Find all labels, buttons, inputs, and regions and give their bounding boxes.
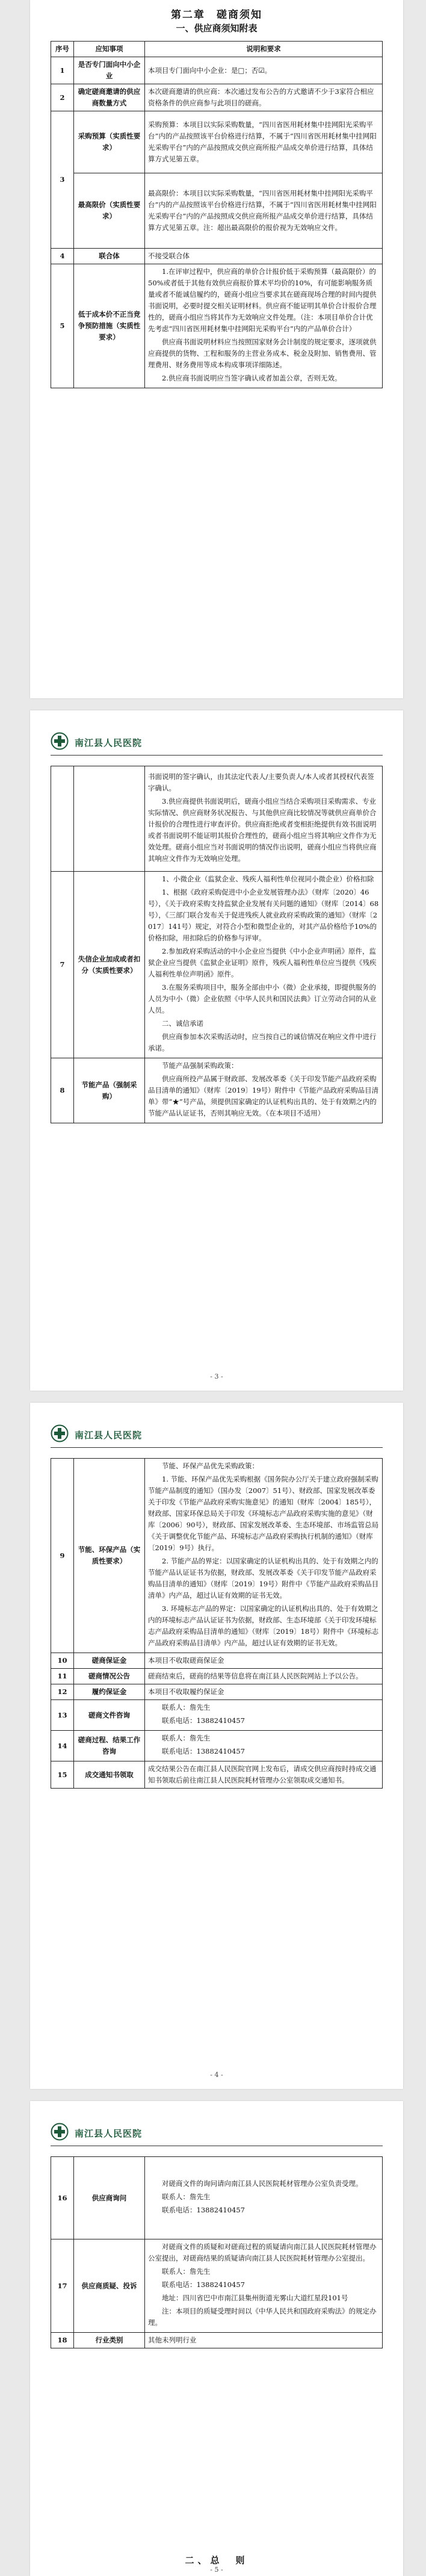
- contact-phone: 联系电话：13882410457: [162, 2206, 245, 2214]
- row-no: 3: [51, 111, 74, 249]
- paragraph: 3.在服务采购项目中，服务全部由中小（微）企业承接，即提供服务的人员为中小（微）企业依照《中华人民共和国民法典》订立劳动合同的从业人员。: [148, 983, 377, 1014]
- paragraph: 对磋商文件的询问请向南江县人民医院耗材管理办公室负责受理。: [162, 2179, 363, 2188]
- notice-table-part-4: [51, 2156, 383, 2348]
- row-desc: [145, 1459, 383, 1653]
- table-row: [51, 1058, 383, 1123]
- paragraph: 节能产品强制采购政策：: [162, 1061, 238, 1070]
- row-desc: [145, 264, 383, 388]
- section-title: 一、供应商须知附表: [176, 23, 258, 34]
- row-no: 14: [51, 1731, 74, 1761]
- page-4: [30, 2101, 403, 2576]
- paragraph: 3. 环境标志产品的界定：以国家确定的认证机构出具的、处于有效期之内的环境标志产品认证证书为依据，财政部、生态环境部《关于印发环境标志产品政府采购品目清单的通知》（财库〔2019〕18号）附件中《环境标志产品政府采购品目清单》内产品，超过认证有效期的证书无效。: [148, 1604, 379, 1647]
- paragraph: 2.供应商书面说明应当签字确认或者加盖公章，否则无效。: [162, 374, 342, 382]
- row-item: 是否专门面向中小企业: [74, 57, 145, 84]
- paragraph: 对磋商文件的质疑和对磋商过程的质疑请向南江县人民医院耗材管理办公室提出，对磋商结果的质疑请向南江县人民医院耗材管理办公室提出。: [148, 2242, 377, 2262]
- page-number: - 5 -: [210, 2566, 223, 2574]
- page-1: [30, 0, 403, 698]
- contact-phone: 联系电话：13882410457: [162, 2280, 245, 2289]
- row-desc: 采购预算：本项目以实际采购数量，“四川省医用耗材集中挂网阳光采购平台”内的产品按照该平台价格进行结算，不属于“四川省医用耗材集中挂网阳光采购平台”内的产品按照成交供应商所报产品成交单价进行结算，具体结算方式见第五章。: [145, 111, 383, 173]
- row-no: 11: [51, 1669, 74, 1684]
- row-no: 18: [51, 2333, 74, 2348]
- row-no: 10: [51, 1653, 74, 1669]
- page-2: [30, 710, 403, 1391]
- row-item: 确定磋商邀请的供应商数量方式: [74, 84, 145, 111]
- row-desc: 本项目不收取磋商保证金: [145, 1653, 383, 1669]
- table-row: [51, 1669, 383, 1684]
- hospital-logo-icon: [51, 2123, 69, 2141]
- table-row: [51, 872, 383, 1058]
- row-desc: 本项目专门面向中小企业：是□；否☑。: [145, 57, 383, 84]
- row-desc: 不接受联合体: [145, 249, 383, 264]
- contact-person: 联系人：詹先生: [162, 2193, 211, 2201]
- contact-phone: 联系电话：13882410457: [162, 1747, 245, 1755]
- page-number: - 4 -: [210, 2071, 223, 2079]
- table-header-row: [51, 42, 383, 57]
- row-item: 磋商过程、结果工作咨询: [74, 1731, 145, 1761]
- table-row: [51, 111, 383, 173]
- row-desc: [145, 1731, 383, 1761]
- contact-person: 联系人：詹先生: [162, 1734, 211, 1742]
- paragraph: 1. 节能、环保产品优先采购根据《国务院办公厅关于建立政府强制采购节能产品制度的通知》（国办发〔2007〕51号）、财政部、国家发展改革委关于印发《节能产品政府采购实施意见》的通知（财库〔2004〕185号），财政部、国家环保总局关于印发《环境标志产品政府采购实施的意见》（财库〔2006〕90号），财政部、国家发展改革委、生态环境部、市场监管总局《关于调整优化节能产品、环境标志产品政府采购执行机制的通知》（财库〔2019〕9号）执行。: [148, 1475, 379, 1552]
- next-section-title: 二、总 则: [185, 2555, 248, 2566]
- table-row: [51, 249, 383, 264]
- row-item: 节能、环保产品（实质性要求）: [74, 1459, 145, 1653]
- contact-person: 联系人：詹先生: [162, 1703, 211, 1712]
- notice-table-part-3: [51, 1458, 383, 1789]
- page-header: [51, 2120, 383, 2146]
- table-row: [51, 2157, 383, 2239]
- notice-table-part-1: [51, 41, 383, 388]
- row-no: 4: [51, 249, 74, 264]
- page-number: - 3 -: [210, 1373, 223, 1380]
- row-item: 节能产品（强制采购）: [74, 1058, 145, 1123]
- page-3: [30, 1403, 403, 2089]
- row-item: 磋商文件咨询: [74, 1700, 145, 1731]
- col-item-header: 应知事项: [74, 42, 145, 57]
- table-row: [51, 1700, 383, 1731]
- row-no: 12: [51, 1684, 74, 1700]
- col-no-header: 序号: [51, 42, 74, 57]
- row-desc: 成交结果公告在南江县人民医院官网上发布后，请成交供应商按时持成交通知书领取后前往南江县人民医院耗材管理办公室领取成交通知书。: [145, 1761, 383, 1789]
- paragraph: 供应商参加本次采购活动时，应当按自己的诚信情况在响应文件中进行承诺。: [148, 1032, 377, 1052]
- row-item: 低于成本价不正当竞争预防措施（实质性要求）: [74, 264, 145, 388]
- row-item: 供应商质疑、投诉: [74, 2239, 145, 2333]
- paragraph: 节能、环保产品优先采购政策：: [162, 1462, 259, 1470]
- row-item: 采购预算（实质性要求）: [74, 111, 145, 173]
- row-desc: [145, 766, 383, 872]
- paragraph: 供应商书面说明材料应当按照国家财务会计制度的规定要求，逐项就供应商提供的货物、工程和服务的主营业务成本、税金及附加、销售费用、管理费用、财务费用等成本构成事项详细陈述。: [148, 338, 377, 369]
- table-row: [51, 1653, 383, 1669]
- row-item: 磋商保证金: [74, 1653, 145, 1669]
- table-row: [51, 1684, 383, 1700]
- row-desc: [145, 2157, 383, 2239]
- page-header: [51, 730, 383, 756]
- header-hospital-name: 南江县人民医院: [75, 1430, 143, 1441]
- row-item: 失信企业加成或者扣分（实质性要求）: [74, 872, 145, 1058]
- paragraph: 书面说明的签字确认，由其法定代表人/主要负责人/本人或者其授权代表签字确认。: [148, 772, 374, 792]
- paragraph: 供应商所投产品属于财政部、发展改革委《关于印发节能产品政府采购品目清单的通知》（财库〔2019〕19号）附件中《节能产品政府采购品目清单》带“★”号产品，须提供国家确定的认证机构出具的、处于有效期之内的节能产品认证证书，否则其响应无效。（在本项目不适用）: [148, 1075, 379, 1117]
- row-no: 7: [51, 872, 74, 1058]
- chapter-title: 第二章 磋商须知: [171, 9, 262, 21]
- row-no: 5: [51, 264, 74, 388]
- table-row: [51, 1731, 383, 1761]
- table-row: [51, 766, 383, 872]
- row-desc: [145, 2239, 383, 2333]
- notice-table-part-2: [51, 766, 383, 1123]
- paragraph: 1.在评审过程中，供应商的单价合计报价低于采购预算（最高限价）的50%或者低于其他有效供应商报价算术平均价的10%，有可能影响服务质量或者不能诚信履约的，磋商小组应当要求其在磋商现场合理的时间内提供书面说明，必要时提交相关证明材料。供应商不能证明其单价合计报价合理性的，磋商小组应当将其作为无效响应文件处理。（注：本项目单价合计优先考虑“四川省医用耗材集中挂网阳光采购平台”内的产品单价合计）: [148, 267, 377, 333]
- row-desc: [145, 1058, 383, 1123]
- row-no: 17: [51, 2239, 74, 2333]
- row-no: 15: [51, 1761, 74, 1789]
- page-header: [51, 1422, 383, 1448]
- paragraph: 二、诚信承诺: [162, 1019, 203, 1028]
- table-row: [51, 2333, 383, 2348]
- table-row: [51, 57, 383, 84]
- table-row: [51, 84, 383, 111]
- row-no: 1: [51, 57, 74, 84]
- paragraph: 注：本项目的质疑受理时间以《中华人民共和国政府采购法》的规定办理。: [148, 2307, 377, 2327]
- row-item: 磋商情况公告: [74, 1669, 145, 1684]
- row-no: 13: [51, 1700, 74, 1731]
- row-item: 最高限价（实质性要求）: [74, 173, 145, 249]
- row-desc: 本次磋商邀请的供应商：本次通过发布公告的方式邀请不少于3家符合相应资格条件的供应商参与此项目的磋商。: [145, 84, 383, 111]
- row-desc: 最高限价：本项目以实际采购数量，“四川省医用耗材集中挂网阳光采购平台”内的产品按照该平台价格进行结算，不属于“四川省医用耗材集中挂网阳光采购平台”内的产品按照成交供应商所报产品成交单价进行结算，具体结算方式见第五章。注：超出最高限价的报价视为无效响应文件。: [145, 173, 383, 249]
- row-item: 联合体: [74, 249, 145, 264]
- col-desc-header: 说明和要求: [145, 42, 383, 57]
- row-no: 9: [51, 1459, 74, 1653]
- table-row: [51, 264, 383, 388]
- header-hospital-name: 南江县人民医院: [75, 2128, 143, 2139]
- paragraph: 1、小微企业（监狱企业、残疾人福利性单位视同小微企业）价格扣除: [162, 875, 374, 883]
- paragraph: 2.参加政府采购活动的中小企业应当提供《中小企业声明函》原件，监狱企业应当提供《监狱企业证明》原件，残疾人福利性单位应当提供《残疾人福利性单位声明函》原件。: [148, 947, 377, 978]
- contact-address: 地址：四川省巴中市南江县集州街道光雾山大道红星段101号: [162, 2294, 348, 2302]
- row-no: 16: [51, 2157, 74, 2239]
- row-desc: 其他未列明行业: [145, 2333, 383, 2348]
- table-row: [51, 1761, 383, 1789]
- row-no: 8: [51, 1058, 74, 1123]
- row-desc: [145, 872, 383, 1058]
- hospital-logo-icon: [51, 732, 69, 750]
- row-no-cont: [51, 766, 74, 872]
- header-hospital-name: 南江县人民医院: [75, 737, 143, 748]
- row-item: 履约保证金: [74, 1684, 145, 1700]
- row-desc: [145, 1700, 383, 1731]
- contact-phone: 联系电话：13882410457: [162, 1716, 245, 1725]
- paragraph: 1、根据《政府采购促进中小企业发展管理办法》（财库〔2020〕46号），《关于政府采购支持监狱企业发展有关问题的通知》（财库〔2014〕68号），《三部门联合发布关于促进残疾人就业政府采购政策的通知》（财库〔2017〕141号）规定，对符合小型和微型企业的，对其产品价格给予10%的价格扣除，用扣除后的价格参与评审。: [148, 888, 379, 942]
- row-item-cont: [74, 766, 145, 872]
- paragraph: 3.供应商提供书面说明后，磋商小组应当结合采购项目采购需求、专业实际情况、供应商财务状况报告、与其他供应商比较情况等就供应商单价合计报价的合理性进行审查评价。供应商拒绝或者变相拒绝提供有效书面说明或者书面说明不能证明其报价合理性的，磋商小组应当将其响应文件作为无效处理。磋商小组应当对书面说明的情况作出说明，磋商小组应当将供应商其响应文件作为无效响应处理。: [148, 797, 377, 863]
- row-desc: 本项目不收取履约保证金: [145, 1684, 383, 1700]
- table-row: [51, 2239, 383, 2333]
- row-item: 成交通知书领取: [74, 1761, 145, 1789]
- row-item: 行业类别: [74, 2333, 145, 2348]
- contact-person: 联系人：詹先生: [162, 2267, 211, 2276]
- row-desc: 磋商结束后，磋商的结果等信息将在南江县人民医院网站上予以公告。: [145, 1669, 383, 1684]
- table-row: [51, 173, 383, 249]
- paragraph: 2. 节能产品的界定：以国家确定的认证机构出具的、处于有效期之内的节能产品认证证书为依据，财政部、发展改革委《关于印发节能产品政府采购品目清单的通知》（财库〔2019〕19号）附件中《节能产品政府采购品目清单》内产品，超过认证有效期的证书无效。: [148, 1557, 379, 1600]
- table-row: [51, 1459, 383, 1653]
- hospital-logo-icon: [51, 1424, 69, 1442]
- row-no: 2: [51, 84, 74, 111]
- row-item: 供应商询问: [74, 2157, 145, 2239]
